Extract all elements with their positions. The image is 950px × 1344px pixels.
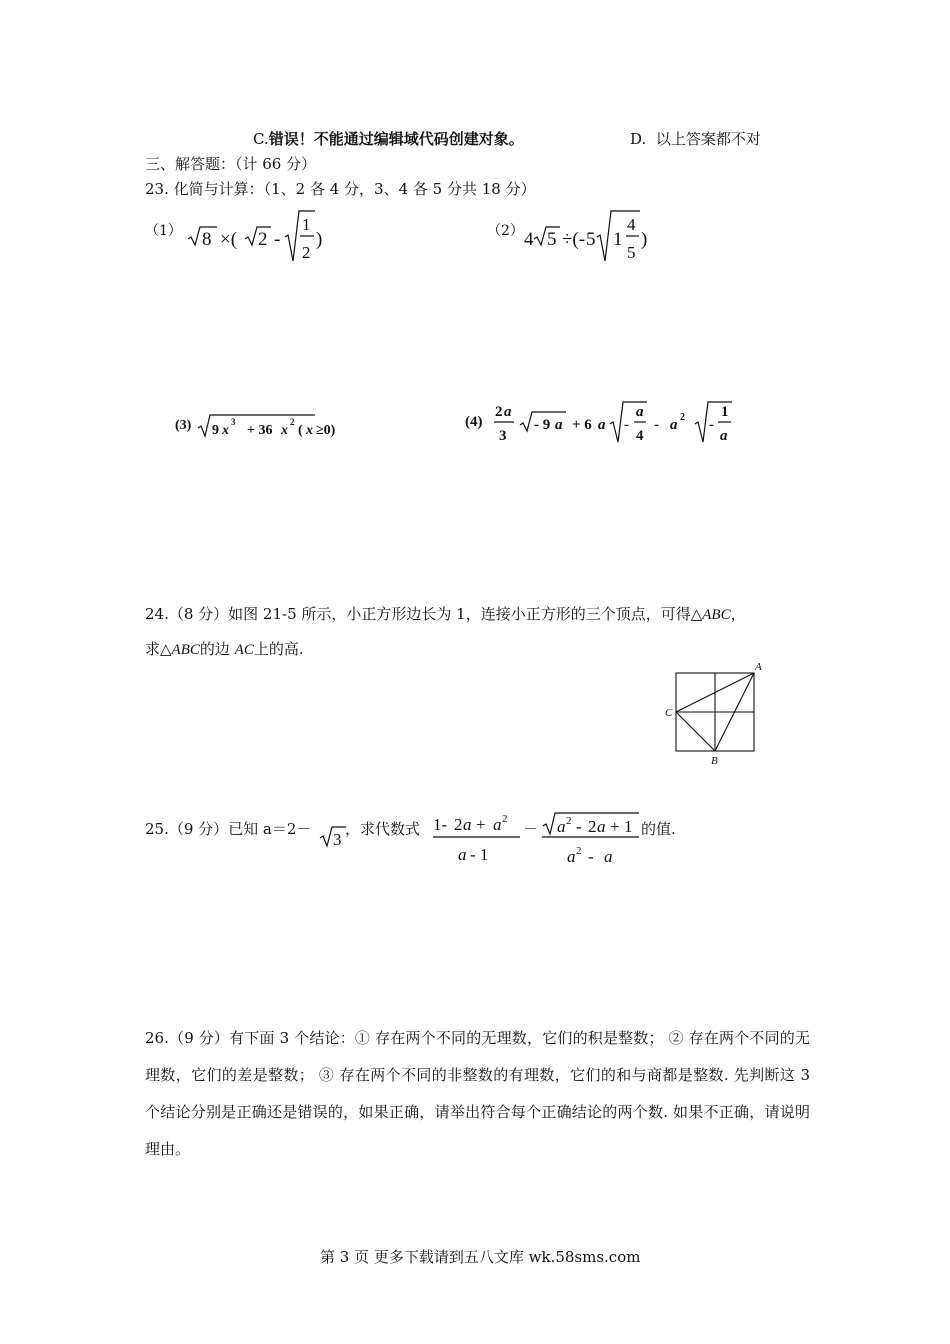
svg-text:2: 2 [502,813,508,825]
option-c [253,128,524,149]
svg-text:-: - [709,417,714,433]
svg-text:÷(-: ÷(- [562,229,586,250]
svg-text:4: 4 [627,215,636,234]
q25-fraction1 [430,808,525,868]
svg-text:2: 2 [290,417,295,427]
q23-part1-label: （1） [145,223,182,239]
svg-text:): ) [316,229,323,250]
svg-text:x: x [281,423,288,438]
svg-text:2: 2 [302,243,311,262]
q23-part3-label: (3) [175,418,192,433]
q25-pre: 25.（9 分）已知 a＝2－ [145,820,312,838]
svg-text:4: 4 [636,428,644,444]
svg-text:-: - [576,817,582,836]
svg-text:a: a [557,817,566,836]
svg-text:8: 8 [202,229,212,250]
svg-text:+ 6: + 6 [572,417,592,433]
q23-part2-formula [522,203,652,267]
q23-part3-formula [197,408,357,442]
q24-line2-ac: AC [234,642,254,658]
svg-text:3: 3 [333,830,342,849]
q23-part4-formula [490,398,750,448]
svg-text:≥0): ≥0) [316,423,336,438]
svg-text:a: a [493,815,502,834]
section-title: 三、解答题：（计 66 分） [145,155,317,173]
svg-text:×(: ×( [220,229,238,250]
q24-figure-label-a: A [755,661,762,673]
q24-line2-mid: 的边 [199,640,235,658]
q24-line2-pre: 求△ [145,640,172,658]
svg-text:-: - [274,229,281,250]
svg-text:x: x [306,423,313,438]
svg-text:2: 2 [258,229,268,250]
svg-text:2: 2 [576,845,582,857]
q24-line1-text: 24.（8 分）如图 21-5 所示，小正方形边长为 1，连接小正方形的三个顶点，可得△ [145,605,703,623]
svg-text:-: - [624,417,629,433]
svg-text:a: a [597,817,606,836]
q23-part4-label: (4) [465,414,483,430]
svg-text:- 1: - 1 [470,845,489,864]
q24-line1-abc: ABC [702,607,731,623]
option-c-error-text: 错误！不能通过编辑域代码创建对象。 [268,130,524,148]
svg-text:a: a [670,417,678,433]
option-d-text: 以上答案都不对 [655,130,761,148]
svg-text:2: 2 [680,412,685,423]
q24-line1 [145,603,746,624]
svg-text:1-: 1- [433,815,448,834]
q25-sqrt3 [318,822,348,852]
svg-text:9: 9 [212,423,219,438]
page-footer: 第 3 页 更多下载请到五八文库 wk.58sms.com [320,1248,641,1266]
svg-text:3: 3 [231,417,236,427]
svg-text:5: 5 [586,229,596,250]
svg-text:-: - [654,417,659,433]
svg-text:1: 1 [302,215,311,234]
svg-text:- 9: - 9 [534,417,551,433]
option-d [630,128,761,149]
option-c-prefix: C. [253,130,269,148]
svg-text:a: a [604,847,613,866]
svg-text:a: a [598,417,606,433]
svg-text:+: + [610,817,620,836]
svg-text:2: 2 [566,815,572,827]
svg-text:): ) [641,229,648,250]
svg-text:1: 1 [721,404,729,420]
svg-text:a: a [458,845,467,864]
svg-text:2: 2 [495,404,503,420]
svg-text:+: + [476,815,486,834]
svg-text:a: a [567,847,576,866]
q23-part1-formula [185,203,325,267]
svg-text:a: a [504,404,512,420]
svg-text:+ 36: + 36 [247,423,273,438]
q24-line1-post: ， [730,605,746,623]
q25-mid: ，求代数式 [345,820,421,838]
q26-text: 26.（9 分）有下面 3 个结论：① 存在两个不同的无理数，它们的积是整数； ② 存在两个不同的无理数，它们的差是整数； ③ 存在两个不同的非整数的有理数，它们的和与商都是整数. 先判断这 3 个结论分别是正确还是错误的，如果正确，请举出符合每个正确结论的两个数. 如果不正确，请说明理由。 [145,1029,810,1158]
q24-figure [660,655,775,767]
q25-post: 的值. [641,820,676,838]
q24-figure-label-c: C [665,707,673,719]
q24-line2-post: 上的高. [253,640,304,658]
svg-text:5: 5 [547,229,557,250]
svg-text:a: a [720,428,728,444]
svg-text:2: 2 [588,817,597,836]
svg-text:2: 2 [454,815,463,834]
svg-text:(: ( [298,423,303,438]
svg-text:1: 1 [613,229,623,250]
svg-text:1: 1 [624,817,633,836]
q25-minus: － [523,820,539,838]
svg-text:a: a [463,815,472,834]
svg-text:5: 5 [627,243,636,262]
svg-text:x: x [222,423,229,438]
option-d-prefix: D. [630,130,647,148]
svg-text:4: 4 [524,229,534,250]
svg-text:a: a [555,417,563,433]
svg-text:3: 3 [499,428,507,444]
q24-line2-abc: ABC [171,642,200,658]
q25-fraction2 [540,808,640,868]
q24-figure-label-b: B [711,755,718,767]
q23-text: 23. 化简与计算：（1、2 各 4 分，3、4 各 5 分共 18 分） [145,180,536,198]
q23-part2-label: （2） [487,223,524,239]
svg-text:a: a [636,404,644,420]
svg-text:-: - [588,847,594,866]
q24-line2 [145,638,304,659]
